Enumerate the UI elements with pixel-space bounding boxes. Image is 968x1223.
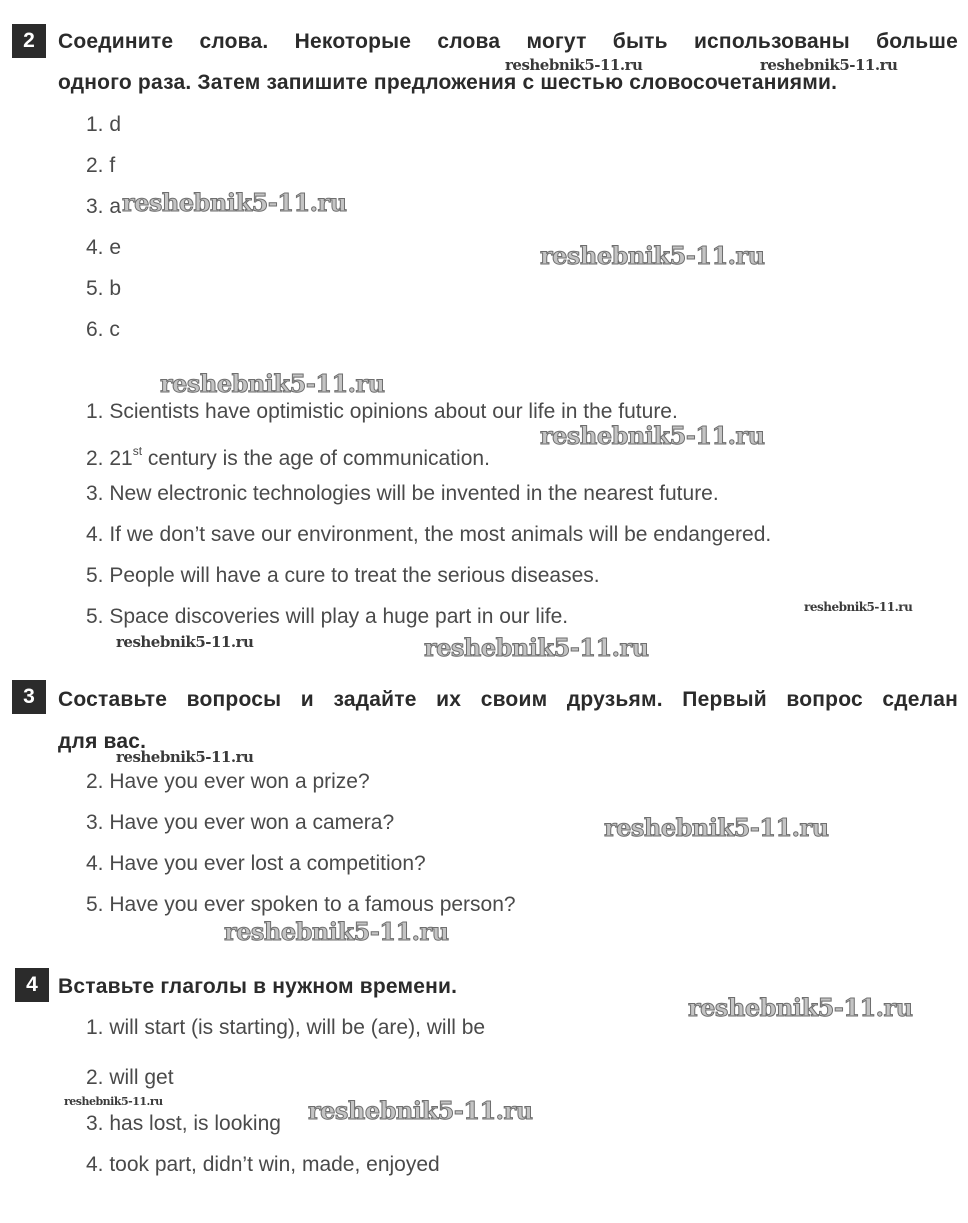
- watermark: reshebnik5-11.ru: [116, 633, 254, 651]
- task-number-badge: 4: [15, 968, 49, 1002]
- list-item: [86, 441, 490, 471]
- watermark: reshebnik5-11.ru: [505, 56, 643, 74]
- sentence-rest: century is the age of communication.: [142, 447, 490, 470]
- list-item: 2. f: [86, 154, 116, 177]
- watermark: reshebnik5-11.ru: [540, 421, 765, 450]
- watermark: reshebnik5-11.ru: [760, 56, 898, 74]
- task-instruction: для вас.: [58, 730, 147, 753]
- sentence-prefix: 2. 21: [86, 447, 133, 470]
- list-item: 4. If we don’t save our environment, the most animals will be endangered.: [86, 523, 772, 546]
- task-instruction: Составьте вопросы и задайте их своим друзьям. Первый вопрос сделан: [58, 688, 958, 711]
- list-item: 4. e: [86, 236, 122, 259]
- task-instruction: Соедините слова. Некоторые слова могут быть использованы больше: [58, 30, 958, 53]
- list-item: 5. People will have a cure to treat the serious diseases.: [86, 564, 600, 587]
- list-item: 3. New electronic technologies will be invented in the nearest future.: [86, 482, 719, 505]
- list-item: 1. d: [86, 113, 122, 136]
- watermark: reshebnik5-11.ru: [308, 1096, 533, 1125]
- watermark: reshebnik5-11.ru: [224, 917, 449, 946]
- list-item: 6. c: [86, 318, 120, 341]
- task-number-badge: 3: [12, 680, 46, 714]
- list-item: 5. b: [86, 277, 122, 300]
- list-item: 3. Have you ever won a camera?: [86, 811, 395, 834]
- list-item: 2. will get: [86, 1066, 174, 1089]
- watermark: reshebnik5-11.ru: [160, 369, 385, 398]
- watermark: reshebnik5-11.ru: [424, 633, 649, 662]
- watermark: reshebnik5-11.ru: [604, 813, 829, 842]
- watermark: reshebnik5-11.ru: [116, 748, 254, 766]
- list-item: 5. Have you ever spoken to a famous person?: [86, 893, 516, 916]
- list-item: 3. a: [86, 195, 122, 218]
- list-item: 1. will start (is starting), will be (are), will be: [86, 1016, 486, 1039]
- list-item: 4. took part, didn’t win, made, enjoyed: [86, 1153, 440, 1176]
- watermark: reshebnik5-11.ru: [540, 241, 765, 270]
- watermark: reshebnik5-11.ru: [804, 600, 913, 614]
- list-item: 4. Have you ever lost a competition?: [86, 852, 426, 875]
- watermark: reshebnik5-11.ru: [688, 993, 913, 1022]
- task-number-badge: 2: [12, 24, 46, 58]
- task-instruction: Вставьте глаголы в нужном времени.: [58, 975, 458, 998]
- task-instruction: одного раза. Затем запишите предложения с шестью словосочетаниями.: [58, 71, 838, 94]
- list-item: 1. Scientists have optimistic opinions about our life in the future.: [86, 400, 678, 423]
- list-item: 2. Have you ever won a prize?: [86, 770, 370, 793]
- list-item: 3. has lost, is looking: [86, 1112, 281, 1135]
- ordinal-suffix: st: [132, 444, 143, 458]
- watermark: reshebnik5-11.ru: [64, 1095, 163, 1108]
- watermark: reshebnik5-11.ru: [122, 188, 347, 217]
- list-item: 5. Space discoveries will play a huge part in our life.: [86, 605, 569, 628]
